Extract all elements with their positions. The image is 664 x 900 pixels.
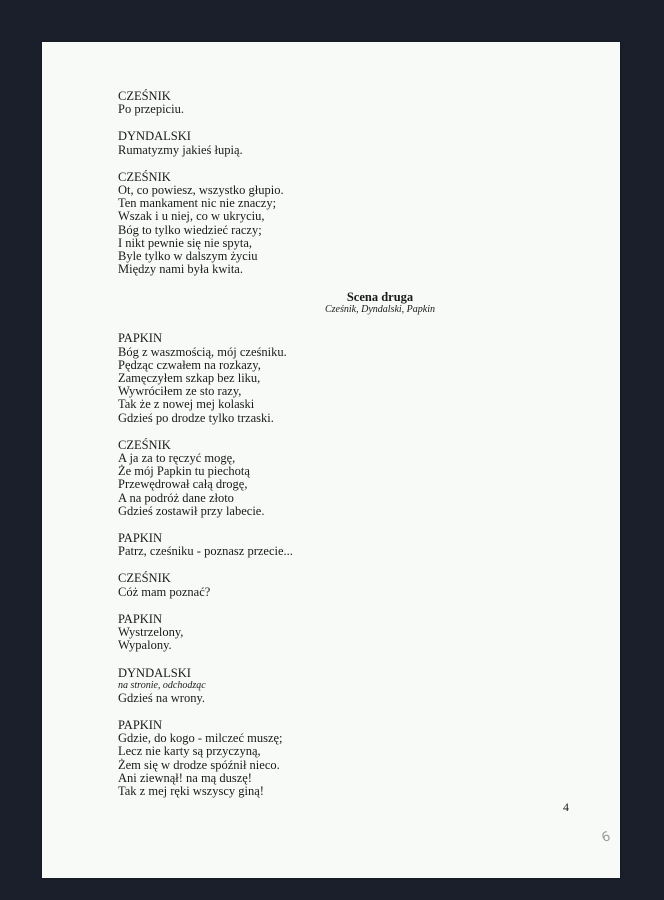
scene-characters: Cześnik, Dyndalski, Papkin	[325, 304, 435, 316]
verse-line: I nikt pewnie się nie spyta,	[118, 235, 252, 250]
speaker-name: CZEŚNIK	[118, 169, 171, 184]
verse-line: Wystrzelony,	[118, 625, 184, 640]
dialogue-entry	[118, 90, 538, 116]
verse-line: Po przepiciu.	[118, 102, 184, 117]
verse-line: Wywróciłem ze sto razy,	[118, 384, 242, 399]
verse-line: Że mój Papkin tu piechotą	[118, 464, 250, 479]
speaker-name: PAPKIN	[118, 611, 163, 626]
speaker-name: PAPKIN	[118, 331, 163, 346]
speaker-name: PAPKIN	[118, 531, 163, 546]
verse-line: Wypalony.	[118, 638, 172, 653]
page-number: 4	[563, 800, 569, 814]
verse-line: Zamęczyłem szkap bez liku,	[118, 371, 261, 386]
dialogue-after-scene	[118, 332, 538, 798]
speaker-name: PAPKIN	[118, 717, 163, 732]
verse-line: A na podróż dane złoto	[118, 490, 234, 505]
speaker-name: CZEŚNIK	[118, 571, 171, 586]
dialogue-entry	[118, 439, 538, 518]
verse-line: A ja za to ręczyć mogę,	[118, 451, 236, 466]
verse-line: Żem się w drodze spóźnił nieco.	[118, 757, 280, 772]
dialogue-entry	[118, 532, 538, 558]
speaker-name: CZEŚNIK	[118, 437, 171, 452]
verse-line: Gdzieś po drodze tylko trzaski.	[118, 410, 274, 425]
verse-line: Tak że z nowej mej kolaski	[118, 397, 255, 412]
dialogue-entry	[118, 667, 538, 705]
verse-line: Cóż mam poznać?	[118, 584, 211, 599]
dialogue-entry	[118, 332, 538, 424]
verse-line: Patrz, cześniku - poznasz przecie...	[118, 544, 293, 559]
verse-line: Przewędrował całą drogę,	[118, 477, 248, 492]
verse-line: Pędząc czwałem na rozkazy,	[118, 357, 261, 372]
verse-line: Rumatyzmy jakieś łupią.	[118, 142, 243, 157]
verse-line: Lecz nie karty są przyczyną,	[118, 744, 261, 759]
dialogue-entry	[118, 572, 538, 598]
verse-line: Ani ziewnął! na mą duszę!	[118, 770, 252, 785]
verse-line: Ot, co powiesz, wszystko głupio.	[118, 183, 284, 198]
verse-line: Gdzieś na wrony.	[118, 690, 206, 705]
scene-title: Scena druga	[346, 290, 414, 305]
verse-line: Ten mankament nic nie znaczy;	[118, 196, 277, 211]
verse-line: Tak z mej ręki wszyscy giną!	[118, 783, 264, 798]
document-page	[42, 42, 620, 878]
play-text	[118, 90, 538, 812]
verse-line: Wszak i u niej, co w ukryciu,	[118, 209, 265, 224]
stage-direction: na stronie, odchodząc	[118, 679, 206, 691]
dialogue-entry	[118, 613, 538, 653]
verse-line: Bóg to tylko wiedzieć raczy;	[118, 222, 262, 237]
verse-line: Byle tylko w dalszym życiu	[118, 249, 258, 264]
scene-heading	[170, 290, 590, 316]
verse-line: Między nami była kwita.	[118, 262, 243, 277]
dialogue-entry	[118, 719, 538, 798]
dialogue-entry	[118, 171, 538, 277]
verse-line: Gdzie, do kogo - milczeć muszę;	[118, 731, 283, 746]
pencil-mark: 6	[599, 829, 613, 846]
verse-line: Gdzieś zostawił przy labecie.	[118, 503, 265, 518]
speaker-name: DYNDALSKI	[118, 129, 191, 144]
dialogue-before-scene	[118, 90, 538, 276]
dialogue-entry	[118, 130, 538, 156]
speaker-name: DYNDALSKI	[118, 665, 191, 680]
verse-line: Bóg z waszmością, mój cześniku.	[118, 344, 287, 359]
speaker-name: CZEŚNIK	[118, 89, 171, 103]
